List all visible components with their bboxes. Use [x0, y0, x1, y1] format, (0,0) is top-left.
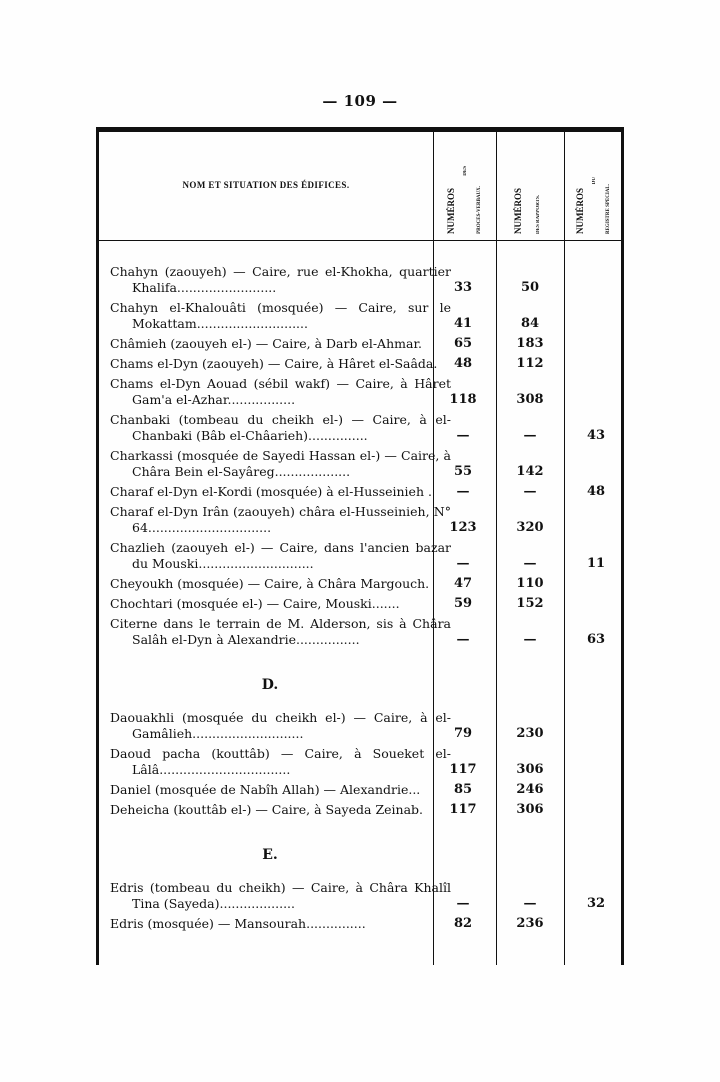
page-number: — 109 —	[322, 92, 398, 110]
edifice-entry: Chahyn el-Khalouâti (mosquée) — Caire, sur le Mokattam............................	[110, 300, 451, 331]
table-row	[110, 880, 620, 912]
table-row	[110, 916, 620, 932]
rapport-number: 306	[516, 802, 544, 817]
rapport-number: 142	[516, 464, 544, 479]
proces-verbal-number: 117	[449, 802, 477, 817]
rapport-number: 84	[520, 316, 540, 331]
edifice-entry: Edris (tombeau du cheikh) — Caire, à Châra Khalîl Tina (Sayeda)...................	[110, 880, 451, 911]
edifice-entry: Chahyn (zaouyeh) — Caire, rue el-Khokha, quartier Khalifa.........................	[110, 264, 451, 295]
edifice-entry: Chochtari (mosquée el-) — Caire, Mouski.......	[110, 596, 400, 611]
table-row	[110, 300, 620, 332]
table-row	[110, 710, 620, 742]
rapport-number: —	[523, 896, 537, 911]
proces-verbal-number: 48	[453, 356, 473, 371]
registre-number: 32	[586, 896, 606, 911]
rapport-number: 50	[520, 280, 540, 295]
edifice-entry: Chanbaki (tombeau du cheikh el-) — Caire, à el-Chanbaki (Bâb el-Châarieh)...............	[110, 412, 451, 443]
proces-verbal-number: 123	[449, 520, 477, 535]
registre-number: 11	[586, 556, 606, 571]
edifice-entry: Chams el-Dyn Aouad (sébil wakf) — Caire, à Hâret Gam'a el-Azhar.................	[110, 376, 451, 407]
rapport-number: 320	[516, 520, 544, 535]
registre-number: 43	[586, 428, 606, 443]
rapport-number: 183	[516, 336, 544, 351]
proces-verbal-number: —	[456, 556, 470, 571]
header-col3-line1: NUMÉROS	[575, 187, 585, 234]
proces-verbal-number: 85	[453, 782, 473, 797]
header-col1-line3: PROCÈS-VERBAUX.	[477, 186, 482, 234]
rapport-number: 230	[516, 726, 544, 741]
header-name-column: NOM ET SITUATION DES ÉDIFICES.	[182, 180, 350, 190]
table-row	[110, 576, 620, 592]
proces-verbal-number: —	[456, 632, 470, 647]
registre-number: 48	[586, 484, 606, 499]
rapport-number: 110	[516, 576, 544, 591]
proces-verbal-number: 59	[453, 596, 473, 611]
rapport-number: 308	[516, 392, 544, 407]
table-row	[110, 504, 620, 536]
edifice-entry: Deheicha (kouttâb el-) — Caire, à Sayeda Zeinab.	[110, 802, 424, 817]
proces-verbal-number: 79	[453, 726, 473, 741]
proces-verbal-number: 65	[453, 336, 473, 351]
proces-verbal-number: 118	[449, 392, 477, 407]
edifice-entry: Cheyoukh (mosquée) — Caire, à Châra Margouch.	[110, 576, 430, 591]
edifice-entry: Citerne dans le terrain de M. Alderson, sis à Châra Salâh el-Dyn à Alexandrie................	[110, 616, 451, 647]
edifice-entry: Châmieh (zaouyeh el-) — Caire, à Darb el-Ahmar.	[110, 336, 423, 351]
header-divider	[99, 240, 621, 241]
table-row	[110, 746, 620, 778]
table-row	[110, 540, 620, 572]
edifice-entry: Daniel (mosquée de Nabîh Allah) — Alexandrie...	[110, 782, 421, 797]
proces-verbal-number: —	[456, 428, 470, 443]
rapport-number: —	[523, 556, 537, 571]
header-col2-line2: DES RAPPORTS.	[536, 195, 541, 234]
table-row	[110, 802, 620, 818]
proces-verbal-number: 41	[453, 316, 473, 331]
table-row	[110, 596, 620, 612]
edifice-entry: Edris (mosquée) — Mansourah...............	[110, 916, 366, 931]
header-col-proces-verbaux	[433, 136, 496, 236]
rapport-number: 152	[516, 596, 544, 611]
rapport-number: 246	[516, 782, 544, 797]
rapport-number: —	[523, 632, 537, 647]
table-row	[110, 376, 620, 408]
rapport-number: 112	[516, 356, 544, 371]
registre-number: 63	[586, 632, 606, 647]
header-col1-line1: NUMÉROS	[446, 187, 456, 234]
table-body	[110, 264, 620, 936]
table-row	[110, 264, 620, 296]
edifice-entry: Charkassi (mosquée de Sayedi Hassan el-) — Caire, à Châra Bein el-Sayâreg...................	[110, 448, 451, 479]
proces-verbal-number: —	[456, 484, 470, 499]
header-col2-line1: NUMÉROS	[513, 187, 523, 234]
table-row	[110, 616, 620, 648]
table-row	[110, 412, 620, 444]
header-col3-line3: REGISTRE SPÉCIAL.	[606, 183, 611, 234]
rapport-number: 236	[516, 916, 544, 931]
proces-verbal-number: —	[456, 896, 470, 911]
edifice-entry: Charaf el-Dyn el-Kordi (mosquée) à el-Husseinieh .	[110, 484, 432, 499]
table-row	[110, 782, 620, 798]
edifice-entry: Daouakhli (mosquée du cheikh el-) — Caire, à el-Gamâlieh............................	[110, 710, 451, 741]
table-row	[110, 356, 620, 372]
proces-verbal-number: 82	[453, 916, 473, 931]
proces-verbal-number: 33	[453, 280, 473, 295]
table-row	[110, 448, 620, 480]
section-heading-e: E.	[262, 847, 278, 863]
proces-verbal-number: 117	[449, 762, 477, 777]
section-heading-d: D.	[261, 677, 279, 693]
edifice-entry: Charaf el-Dyn Irân (zaouyeh) châra el-Husseinieh, N° 64...............................	[110, 504, 451, 535]
table-row	[110, 336, 620, 352]
header-col3-line2: DU	[592, 176, 597, 184]
proces-verbal-number: 55	[453, 464, 473, 479]
edifice-entry: Daoud pacha (kouttâb) — Caire, à Soueket el-Lâlâ.................................	[110, 746, 451, 777]
rapport-number: —	[523, 428, 537, 443]
edifice-entry: Chams el-Dyn (zaouyeh) — Caire, à Hâret el-Saâda.	[110, 356, 438, 371]
header-col1-line2: DES	[463, 166, 468, 176]
rapport-number: —	[523, 484, 537, 499]
rapport-number: 306	[516, 762, 544, 777]
edifice-entry: Chazlieh (zaouyeh el-) — Caire, dans l'ancien bazar du Mouski.............................	[110, 540, 451, 571]
header-col-rapports	[496, 136, 564, 236]
table-row	[110, 484, 620, 500]
header-col-registre	[564, 136, 624, 236]
proces-verbal-number: 47	[453, 576, 473, 591]
